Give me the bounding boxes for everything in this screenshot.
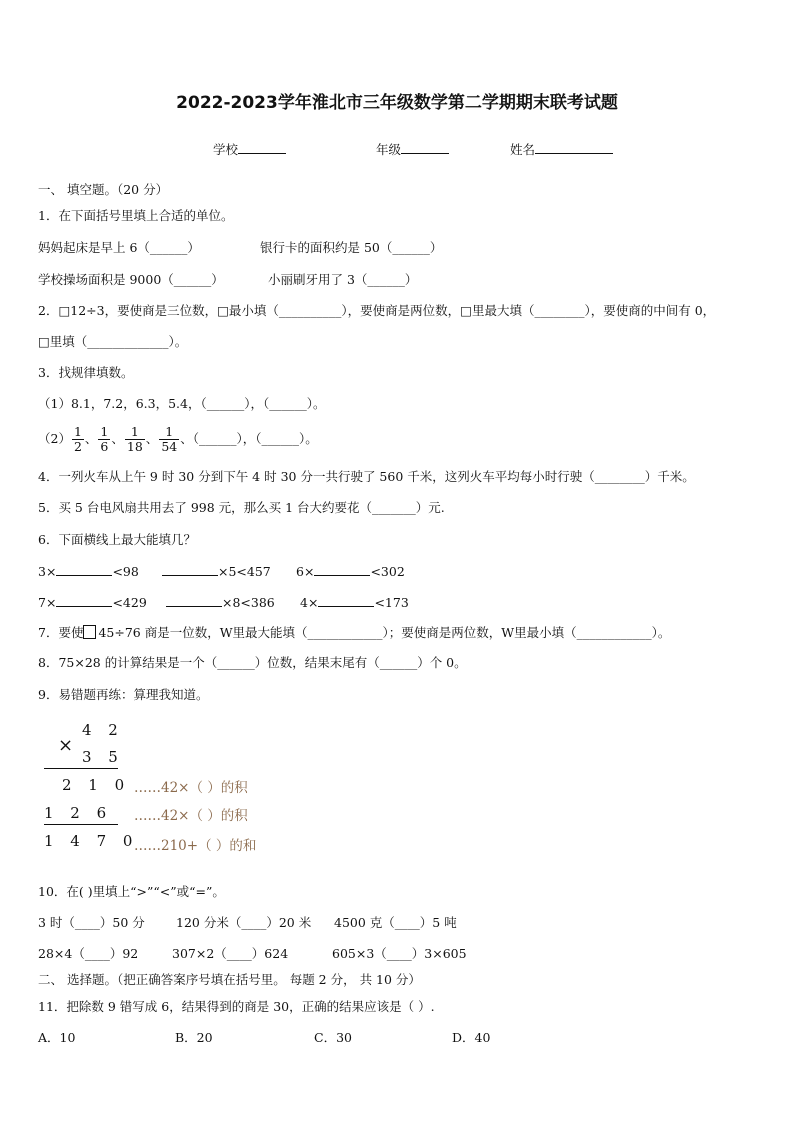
- square-box-icon: [83, 625, 96, 639]
- grade-field: [376, 140, 449, 158]
- q7-text: 7．要使 45÷76 商是一位数，W里最大能填（____________）；要使商是两位数，W里最小填（____________）。: [38, 625, 671, 640]
- fraction: $\frac{1}{18}$: [126, 424, 143, 454]
- q5-text: 5．买 5 台电风扇共用去了 998 元，那么买 1 台大约要花（_______）元.: [38, 500, 445, 515]
- q10-stem: 10．在( )里填上“>”“<”或“=”。: [38, 884, 225, 899]
- q1-row-2: [38, 272, 418, 288]
- q1-item-c: 学校操场面积是 9000（______）: [38, 272, 224, 287]
- answer-blank[interactable]: [56, 563, 112, 576]
- calc-note-2: ……42×（ ）的积: [134, 808, 248, 824]
- grade-label: 年级: [376, 142, 402, 157]
- q10-row-1: 3 时（____）50 分 120 分米（____）20 米 4500 克（____）5 吨: [38, 915, 457, 930]
- q3-stem: 3．找规律填数。: [38, 365, 134, 380]
- section-1-heading: 一、 填空题。（20 分）: [38, 182, 169, 197]
- section-2-heading: 二、 选择题。（把正确答案序号填在括号里。 每题 2 分， 共 10 分）: [38, 972, 421, 987]
- calc-rule: [44, 824, 118, 825]
- grade-blank[interactable]: [401, 141, 449, 154]
- calc-row-3: 2 1 0: [62, 776, 131, 794]
- q1-row-1: [38, 240, 443, 256]
- q1-item-a: 妈妈起床是早上 6（______）: [38, 240, 200, 255]
- fraction: $\frac{1}{2}$: [73, 424, 82, 454]
- calc-note-1: ……42×（ ）的积: [134, 780, 248, 796]
- q8-text: 8．75×28 的计算结果是一个（______）位数，结果末尾有（______）个 0。: [38, 655, 467, 670]
- q2-line-2: □里填（_____________）。: [38, 334, 188, 349]
- page-title: 2022-2023学年淮北市三年级数学第二学期期末联考试题: [176, 93, 618, 113]
- calc-row-2: 3 5: [82, 748, 124, 766]
- q6-row-2: 7× <429 ×8<386 4× <173: [38, 595, 409, 610]
- q11-options: [38, 1030, 491, 1046]
- answer-blank[interactable]: [166, 594, 222, 607]
- name-blank[interactable]: [535, 141, 613, 154]
- calc-row-5: 1 4 7 0: [44, 832, 139, 850]
- calc-note-3: ……210+（ ）的和: [134, 838, 257, 854]
- q11-stem: 11．把除数 9 错写成 6，结果得到的商是 30，正确的结果应该是（ ）.: [38, 999, 435, 1014]
- answer-blank[interactable]: [162, 563, 218, 576]
- calc-row-1: 4 2: [82, 721, 124, 739]
- fraction: $\frac{1}{6}$: [100, 424, 109, 454]
- q4-text: 4．一列火车从上午 9 时 30 分到下午 4 时 30 分一共行驶了 560 千米，这列火车平均每小时行驶（________）千米。: [38, 469, 695, 484]
- q6-stem: 6．下面横线上最大能填几？: [38, 532, 196, 547]
- school-label: 学校: [213, 142, 239, 157]
- option-b[interactable]: B．20: [175, 1030, 213, 1045]
- answer-blank[interactable]: [318, 594, 374, 607]
- school-field: [213, 140, 286, 158]
- q3-part-2-tail: 、（______），（______）。: [180, 431, 318, 446]
- q1-item-b: 银行卡的面积约是 50（______）: [260, 240, 443, 255]
- q6-row-1: 3× <98 ×5<457 6× <302: [38, 564, 405, 579]
- answer-blank[interactable]: [314, 563, 370, 576]
- multiply-sign-icon: ×: [58, 735, 80, 756]
- fraction: $\frac{1}{54}$: [161, 424, 178, 454]
- q3-part-1: （1）8.1，7.2，6.3，5.4，（______），（______）。: [38, 396, 326, 411]
- calc-row-4: 1 2 6: [44, 804, 113, 822]
- q1-stem: 1．在下面括号里填上合适的单位。: [38, 208, 234, 223]
- answer-blank[interactable]: [56, 594, 112, 607]
- q10-row-2: 28×4（____）92 307×2（____）624 605×3（____）3×605: [38, 946, 467, 961]
- name-label: 姓名: [510, 142, 536, 157]
- q2-line-1: 2．□12÷3，要使商是三位数，□最小填（__________），要使商是两位数，□里最大填（________），要使商的中间有 0，: [38, 303, 716, 318]
- name-field: [510, 140, 613, 158]
- q9-stem: 9．易错题再练：算理我知道。: [38, 687, 209, 702]
- q3-part-2: （2） $\frac{1}{2}$ 、 $\frac{1}{6}$ 、 $\frac{1}{18}$ 、 $\frac{1}{54}$ 、（______），（______）。: [38, 424, 318, 454]
- q1-item-d: 小丽刷牙用了 3（______）: [268, 272, 418, 287]
- q3-part-2-label: （2）: [38, 431, 71, 446]
- option-d[interactable]: D．40: [452, 1030, 491, 1045]
- option-a[interactable]: A．10: [38, 1030, 76, 1045]
- school-blank[interactable]: [238, 141, 286, 154]
- calc-rule: [44, 768, 118, 769]
- option-c[interactable]: C．30: [314, 1030, 352, 1045]
